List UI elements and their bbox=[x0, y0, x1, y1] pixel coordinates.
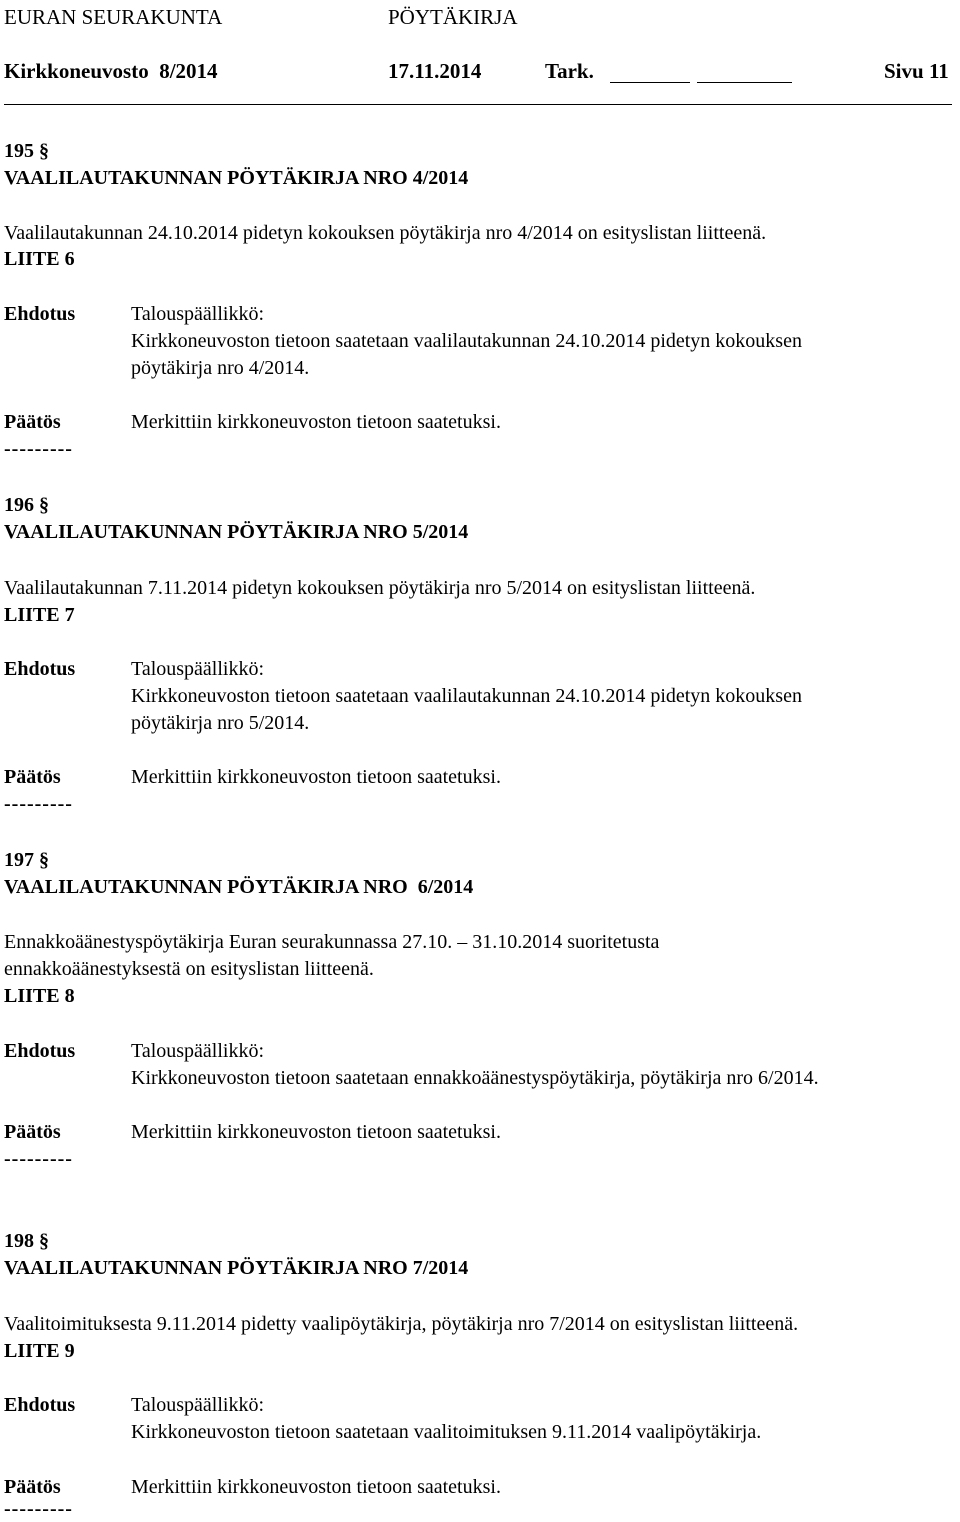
attachment-label: LIITE 9 bbox=[4, 1340, 75, 1362]
decision-text: Merkittiin kirkkoneuvoston tietoon saatetuksi. bbox=[131, 1476, 501, 1498]
proposer: Talouspäällikkö: bbox=[131, 1040, 265, 1062]
initials-line-1 bbox=[610, 82, 690, 83]
decision-text: Merkittiin kirkkoneuvoston tietoon saatetuksi. bbox=[131, 411, 501, 433]
section-number: 198 § bbox=[4, 1230, 49, 1252]
decision-text: Merkittiin kirkkoneuvoston tietoon saatetuksi. bbox=[131, 766, 501, 788]
separator: --------- bbox=[4, 1498, 73, 1520]
section-title: VAALILAUTAKUNNAN PÖYTÄKIRJA NRO 4/2014 bbox=[4, 167, 469, 189]
proposal-label: Ehdotus bbox=[4, 1040, 76, 1062]
section-title: VAALILAUTAKUNNAN PÖYTÄKIRJA NRO 6/2014 bbox=[4, 876, 474, 898]
proposal-label: Ehdotus bbox=[4, 1394, 76, 1416]
proposer: Talouspäällikkö: bbox=[131, 658, 265, 680]
section-text: Vaalitoimituksesta 9.11.2014 pidetty vaalipöytäkirja, pöytäkirja nro 7/2014 on esityslistan liitteenä. bbox=[4, 1313, 799, 1335]
meeting-date: 17.11.2014 bbox=[388, 59, 482, 83]
proposal-text: Kirkkoneuvoston tietoon saatetaan vaalilautakunnan 24.10.2014 pidetyn kokouksen bbox=[131, 685, 802, 707]
proposer: Talouspäällikkö: bbox=[131, 1394, 265, 1416]
decision-label: Päätös bbox=[4, 1476, 61, 1498]
proposal-text: Kirkkoneuvoston tietoon saatetaan vaalilautakunnan 24.10.2014 pidetyn kokouksen bbox=[131, 330, 802, 352]
decision-label: Päätös bbox=[4, 1121, 61, 1143]
header-rule bbox=[4, 104, 952, 105]
section-text: Vaalilautakunnan 7.11.2014 pidetyn kokouksen pöytäkirja nro 5/2014 on esityslistan liitteenä. bbox=[4, 577, 756, 599]
proposal-text: Kirkkoneuvoston tietoon saatetaan ennakkoäänestyspöytäkirja, pöytäkirja nro 6/2014. bbox=[131, 1067, 819, 1089]
section-title: VAALILAUTAKUNNAN PÖYTÄKIRJA NRO 5/2014 bbox=[4, 521, 469, 543]
proposal-label: Ehdotus bbox=[4, 303, 76, 325]
proposal-text: pöytäkirja nro 4/2014. bbox=[131, 357, 310, 379]
attachment-label: LIITE 7 bbox=[4, 604, 75, 626]
proposer: Talouspäällikkö: bbox=[131, 303, 265, 325]
org-name: EURAN SEURAKUNTA bbox=[4, 5, 223, 29]
attachment-label: LIITE 6 bbox=[4, 248, 75, 270]
decision-text: Merkittiin kirkkoneuvoston tietoon saatetuksi. bbox=[131, 1121, 501, 1143]
separator: --------- bbox=[4, 438, 73, 460]
separator: --------- bbox=[4, 793, 73, 815]
decision-label: Päätös bbox=[4, 411, 61, 433]
section-text: Vaalilautakunnan 24.10.2014 pidetyn kokouksen pöytäkirja nro 4/2014 on esityslistan liitteenä. bbox=[4, 222, 767, 244]
section-text: Ennakkoäänestyspöytäkirja Euran seurakunnassa 27.10. – 31.10.2014 suoritetusta bbox=[4, 931, 660, 953]
section-title: VAALILAUTAKUNNAN PÖYTÄKIRJA NRO 7/2014 bbox=[4, 1257, 469, 1279]
proposal-text: pöytäkirja nro 5/2014. bbox=[131, 712, 310, 734]
decision-label: Päätös bbox=[4, 766, 61, 788]
checked-label: Tark. bbox=[545, 59, 594, 83]
attachment-label: LIITE 8 bbox=[4, 985, 75, 1007]
page-number: Sivu 11 bbox=[884, 59, 949, 83]
section-number: 197 § bbox=[4, 849, 49, 871]
proposal-text: Kirkkoneuvoston tietoon saatetaan vaalitoimituksen 9.11.2014 vaalipöytäkirja. bbox=[131, 1421, 762, 1443]
document-type: PÖYTÄKIRJA bbox=[388, 5, 518, 29]
initials-line-2 bbox=[697, 82, 792, 83]
section-number: 195 § bbox=[4, 140, 49, 162]
separator: --------- bbox=[4, 1148, 73, 1170]
section-text: ennakkoäänestyksestä on esityslistan liitteenä. bbox=[4, 958, 374, 980]
meeting-body: Kirkkoneuvosto 8/2014 bbox=[4, 59, 218, 83]
section-number: 196 § bbox=[4, 494, 49, 516]
proposal-label: Ehdotus bbox=[4, 658, 76, 680]
